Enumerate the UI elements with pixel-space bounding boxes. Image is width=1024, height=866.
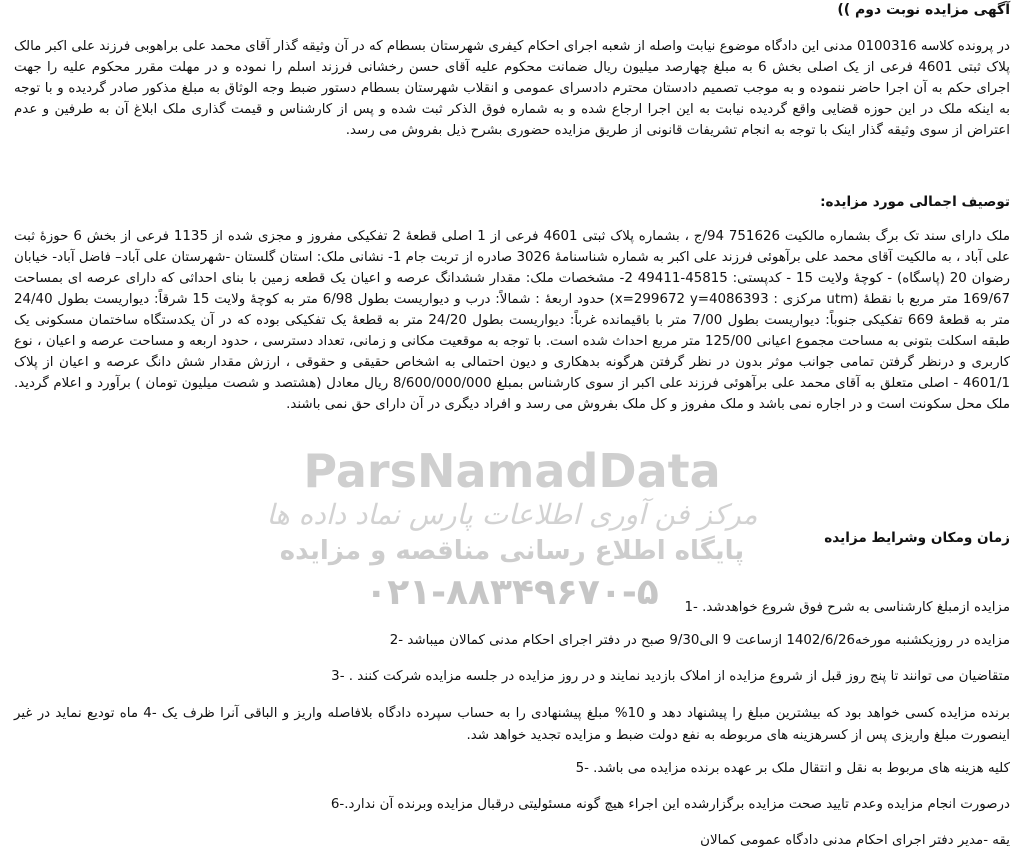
watermark-center-name: مرکز فن آوری اطلاعات پارس نماد داده ها bbox=[266, 498, 758, 531]
description-heading: توصیف اجمالی مورد مزایده: bbox=[820, 194, 1010, 210]
condition-item: درصورت انجام مزایده وعدم تایید صحت مزایده برگزارشده این اجراء هیچ گونه مسئولیتی درقبال مزایده وبرنده آن ندارد.-6 bbox=[330, 797, 1010, 812]
watermark-brand: ParsNamadData bbox=[303, 444, 721, 498]
notice-title: آگهی مزایده نوبت دوم )) bbox=[837, 2, 1010, 18]
watermark-phone: ۰۲۱-۸۸۳۴۹۶۷۰-۵ bbox=[365, 572, 659, 613]
intro-paragraph: در پرونده کلاسه 0100316 مدنی این دادگاه موضوع نیابت واصله از شعبه اجرای احکام کیفری شهرستان بسطام که در آن وثیقه گذار آقای محمد علی براهوبی فرزند علی اکبر مالک پلاک ثبتی 4601 فرعی از یک اصلی بخش 6 به مبلغ چهارصد میلیون ریال ضمانت محکوم علیه آقای حسن رخشانی فرزند اسلم را نموده و در مهلت مقرر محکوم علیه را جهت اجرای حکم به آن اجرا حاضر ننموده و به موجب تصمیم دادستان محترم دادسرای عمومی و انقلاب شهرستان بسطام دستور ضبط وجه الوثاق به مبلغ مذکور صادر گردیده و با توجه به اینکه ملک در این حوزه قضایی واقع گردیده نیابت به این اجرا ارجاع شده و به شماره فوق الذکر ثبت شده و پس از کارشناس و قیمت گذاری ملک ابلاغ آن به طرفین و عدم اعتراض از سوی وثیقه گذار اینک با توجه به انجام تشریفات قانونی از طریق مزایده حضوری بشرح ذیل بفروش می رسد. bbox=[14, 39, 1010, 138]
condition-item: برنده مزایده کسی خواهد بود که بیشترین مبلغ را پیشنهاد دهد و 10% مبلغ پیشنهادی را به حساب سپرده دادگاه بلافاصله واریز و الباقی آنرا ظرف یک -4 ماه تودیع نماید در غیر اینصورت مبلغ واریزی پس از کسرهزینه های مربوطه به نفع دولت ضبط و مزایده تجدید خواهد شد. bbox=[14, 706, 1011, 743]
condition-item: کلیه هزینه های مربوط به نقل و انتقال ملک بر عهده برنده مزایده می باشد. -5 bbox=[575, 761, 1010, 776]
condition-item: مزایده ازمبلغ کارشناسی به شرح فوق شروع خواهدشد. -1 bbox=[684, 600, 1010, 615]
watermark-tagline: پایگاه اطلاع رسانی مناقصه و مزایده bbox=[279, 536, 745, 566]
property-description: ملک دارای سند تک برگ بشماره مالکیت 751626 94/ج ، بشماره پلاک ثبتی 4601 فرعی از 1 اصلی قطعهٔ 2 تفکیکی مفروز و مجزی شده از 1135 فرعی از بخش 6 حوزهٔ ثبت علی آباد ، به مالکیت آقای محمد علی برآهوئی فرزند علی اکبر به شماره شناسنامهٔ 3026 صادره از تربت جام 1- نشانی ملک: استان گلستان -شهرستان علی آباد– فاضل آباد- خیابان رضوان 20 (پاسگاه) - کوچهٔ ولایت 15 - کدپستی: 45815-49411 2- مشخصات ملک: مقدار ششدانگ عرصه و اعیان یک قطعه زمین با بنای احداثی که دارای عرصه ای بمساحت 169/67 متر مربع با نقطهٔ (utm مرکزی : x=299672 y=4086393) حدود اربعهٔ : شمالاً: درب و دیواریست بطول 6/98 متر به کوچهٔ ولایت 15 شرقاً: دیواریست بطول 24/40 متر به قطعهٔ 669 تفکیکی جنوباً: دیواریست بطول 7/00 متر با باقیمانده غرباً: دیواریست بطول 24/20 متر به قطعهٔ یک تفکیکی بوده که در آن یکدستگاه ساختمان مسکونی یک طبقه اسکلت بتونی به مساحت مجموع اعیانی 125/00 متر مربع احداث شده است. با توجه به موقعیت مکانی و زمانی، تعداد دسترسی ، حدود اربعه و مساحت عرصه و اعیان ، نوع کاربری و درنظر گرفتن تمامی جوانب موثر بدون در نظر گرفتن هرگونه بدهکاری و دیون احتمالی به اشخاص حقیقی و حقوقی ، ارزش مقدار شش دانگ عرصه و اعیان از پلاک 4601/1 - اصلی متعلق به آقای محمد علی برآهوئی فرزند علی اکبر از سوی کارشناس بمبلغ 8/600/000/000 ریال معادل (هشتصد و شصت میلیون تومان ) برآورد و اعلام گردید. ملک محل سکونت است و در اجاره نمی باشد و ملک مفروز و کل ملک بفروش می رسد و افراد دیگری در آن دارای حق نمی باشند. bbox=[14, 229, 1010, 412]
condition-item: متقاضیان می توانند تا پنج روز قبل از شروع مزایده از املاک بازدید نمایند و در روز مزایده در جلسه مزایده شرکت کنند . -3 bbox=[331, 669, 1010, 684]
conditions-heading: زمان ومکان وشرایط مزایده bbox=[824, 530, 1010, 546]
condition-item: مزایده در روزیکشنبه مورخه1402/6/26 ازساعت 9 الی9/30 صبح در دفتر اجرای احکام مدنی کمالان میباشد -2 bbox=[389, 633, 1010, 648]
signature-line: یقه -مدیر دفتر اجرای احکام مدنی دادگاه عمومی کمالان bbox=[700, 833, 1010, 848]
